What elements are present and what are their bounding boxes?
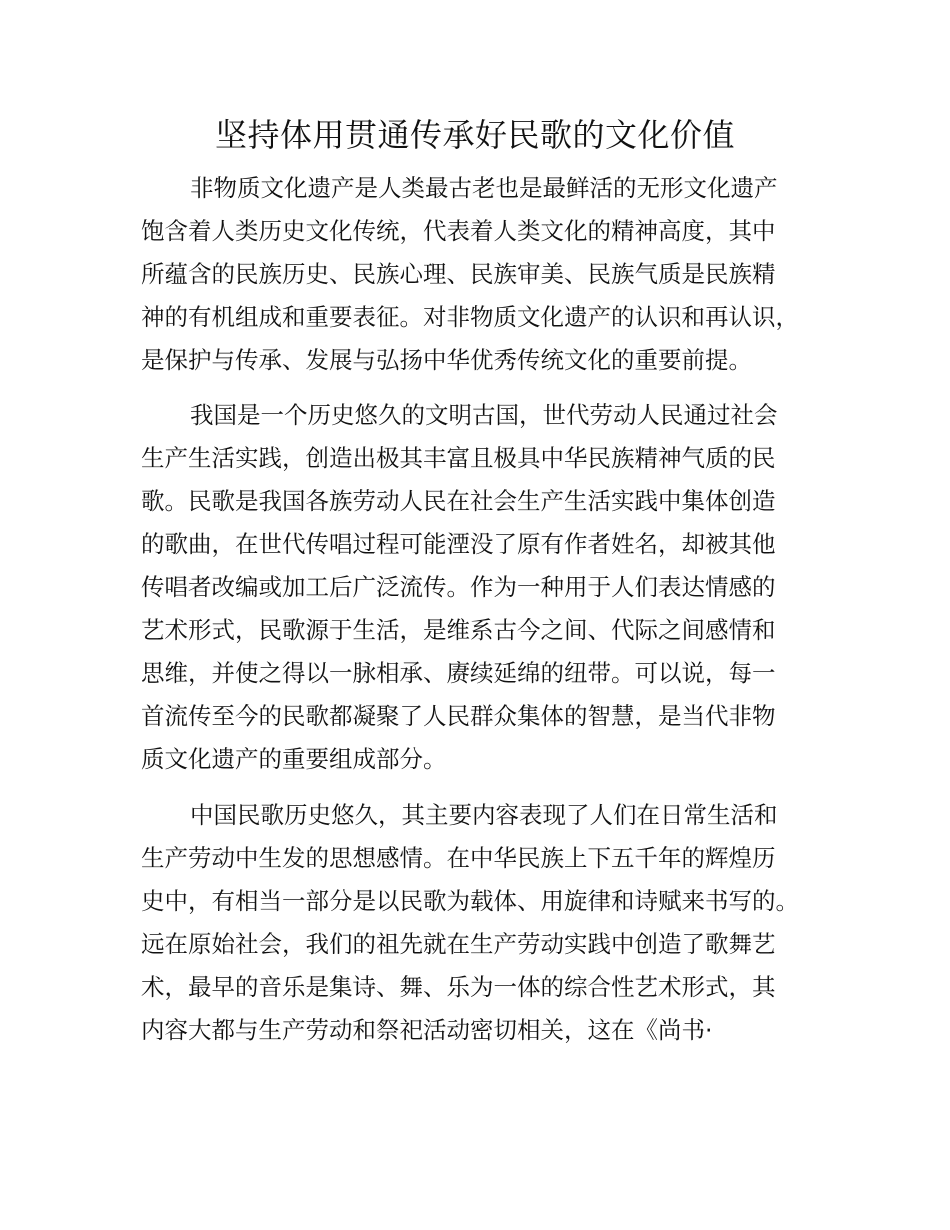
- paragraph-2-line-2: 生产生活实践，创造出极其丰富且极具中华民族精神气质的民: [141, 444, 776, 472]
- paragraph-1-line-4: 神的有机组成和重要表征。对非物质文化遗产的认识和再认识，: [141, 303, 799, 331]
- paragraph-2-line-3: 歌。民歌是我国各族劳动人民在社会生产生活实践中集体创造: [141, 487, 776, 515]
- paragraph-3-line-5: 术，最早的音乐是集诗、舞、乐为一体的综合性艺术形式，其: [141, 973, 776, 1001]
- paragraph-2-line-9: 质文化遗产的重要组成部分。: [141, 745, 447, 773]
- document-title: 坚持体用贯通传承好民歌的文化价值: [214, 116, 735, 154]
- paragraph-1-line-3: 所蕴含的民族历史、民族心理、民族审美、民族气质是民族精: [141, 260, 776, 288]
- paragraph-2-line-6: 艺术形式，民歌源于生活，是维系古今之间、代际之间感情和: [141, 616, 776, 644]
- paragraph-2-line-7: 思维，并使之得以一脉相承、赓续延绵的纽带。可以说，每一: [141, 659, 776, 687]
- paragraph-1-line-2: 饱含着人类历史文化传统，代表着人类文化的精神高度，其中: [141, 217, 776, 245]
- paragraph-1-line-1: 非物质文化遗产是人类最古老也是最鲜活的无形文化遗产: [190, 174, 778, 202]
- paragraph-2-line-5: 传唱者改编或加工后广泛流传。作为一种用于人们表达情感的: [141, 573, 776, 601]
- paragraph-2-line-4: 的歌曲，在世代传唱过程可能湮没了原有作者姓名，却被其他: [141, 530, 776, 558]
- paragraph-2-line-8: 首流传至今的民歌都凝聚了人民群众集体的智慧，是当代非物: [141, 702, 776, 730]
- paragraph-2-line-1: 我国是一个历史悠久的文明古国，世代劳动人民通过社会: [190, 401, 778, 429]
- paragraph-3-line-4: 远在原始社会，我们的祖先就在生产劳动实践中创造了歌舞艺: [141, 930, 776, 958]
- paragraph-3-line-3: 史中，有相当一部分是以民歌为载体、用旋律和诗赋来书写的。: [141, 887, 799, 915]
- paragraph-3-line-2: 生产劳动中生发的思想感情。在中华民族上下五千年的辉煌历: [141, 844, 776, 872]
- paragraph-1-line-5: 是保护与传承、发展与弘扬中华优秀传统文化的重要前提。: [141, 346, 752, 374]
- paragraph-3-line-6: 内容大都与生产劳动和祭祀活动密切相关，这在《尚书·: [141, 1016, 713, 1044]
- paragraph-3-line-1: 中国民歌历史悠久，其主要内容表现了人们在日常生活和: [190, 801, 778, 829]
